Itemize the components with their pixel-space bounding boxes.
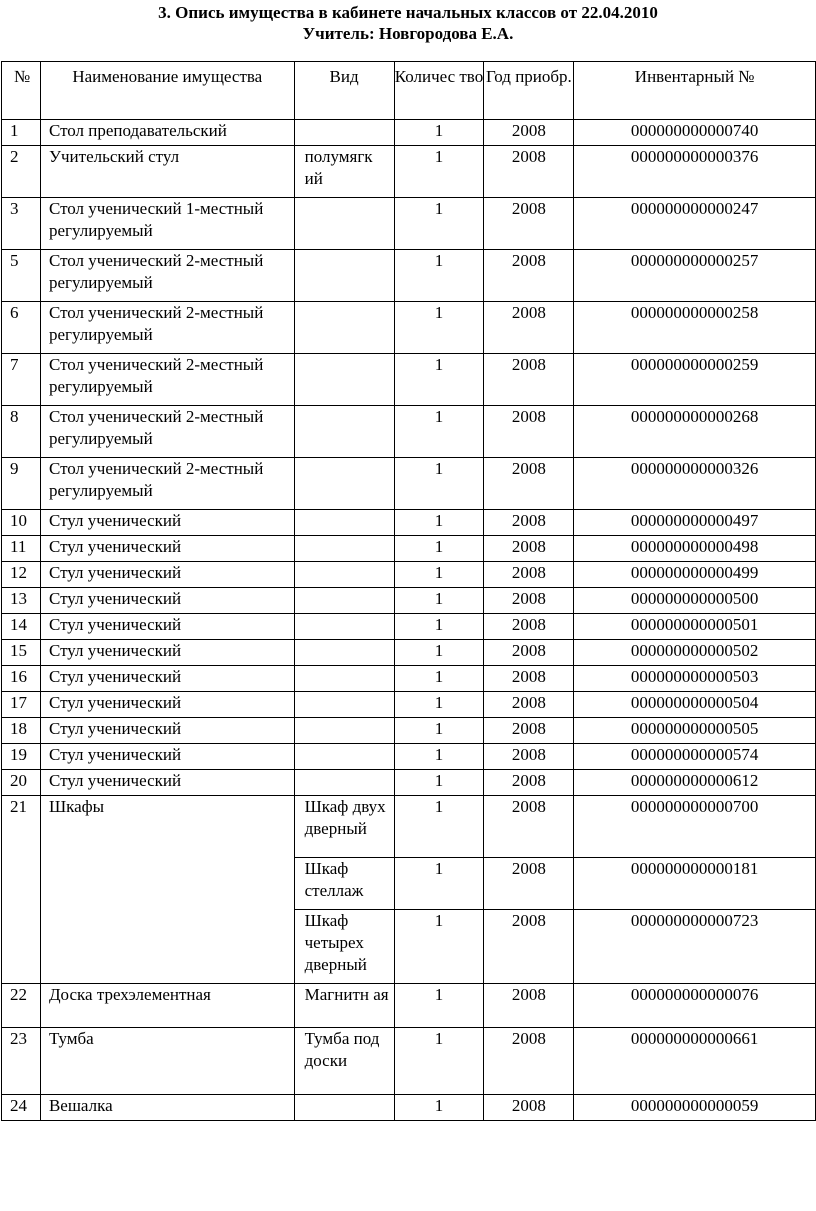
cell-inv: 000000000000700 — [574, 796, 816, 858]
table-row — [2, 718, 816, 744]
cell-inv: 000000000000059 — [574, 1095, 816, 1121]
table-row — [2, 406, 816, 458]
cell-qty: 1 — [394, 406, 484, 458]
cell-inv: 000000000000326 — [574, 458, 816, 510]
cell-inv: 000000000000499 — [574, 562, 816, 588]
header-year: Год приобр. — [484, 62, 574, 120]
cell-inv: 000000000000259 — [574, 354, 816, 406]
cell-qty: 1 — [394, 910, 484, 984]
table-row — [2, 796, 816, 858]
cell-year: 2008 — [484, 718, 574, 744]
table-row — [2, 1028, 816, 1095]
cell-qty: 1 — [394, 614, 484, 640]
cell-inv: 000000000000574 — [574, 744, 816, 770]
cell-name: Стол ученический 2-местный регулируемый — [40, 354, 294, 406]
header-name: Наименование имущества — [40, 62, 294, 120]
cell-num: 8 — [2, 406, 41, 458]
table-header-row — [2, 62, 816, 120]
cell-inv: 000000000000505 — [574, 718, 816, 744]
cell-name: Стол ученический 2-местный регулируемый — [40, 406, 294, 458]
cell-kind — [294, 302, 394, 354]
table-row — [2, 666, 816, 692]
cell-year: 2008 — [484, 406, 574, 458]
cell-name: Стул ученический — [40, 666, 294, 692]
teacher-line: Учитель: Новгородова Е.А. — [302, 24, 514, 43]
cell-year: 2008 — [484, 120, 574, 146]
cell-kind — [294, 640, 394, 666]
cell-num: 6 — [2, 302, 41, 354]
cell-kind — [294, 406, 394, 458]
cell-year: 2008 — [484, 536, 574, 562]
table-row — [2, 536, 816, 562]
cell-year: 2008 — [484, 302, 574, 354]
cell-year: 2008 — [484, 744, 574, 770]
cell-num: 15 — [2, 640, 41, 666]
cell-year: 2008 — [484, 562, 574, 588]
cell-kind: Шкаф четырех дверный — [294, 910, 394, 984]
cell-inv: 000000000000498 — [574, 536, 816, 562]
table-row — [2, 1095, 816, 1121]
cell-qty: 1 — [394, 198, 484, 250]
cell-num: 17 — [2, 692, 41, 718]
cell-qty: 1 — [394, 640, 484, 666]
cell-name: Стул ученический — [40, 770, 294, 796]
cell-qty: 1 — [394, 536, 484, 562]
cell-kind: Шкаф стеллаж — [294, 858, 394, 910]
cell-qty: 1 — [394, 250, 484, 302]
cell-qty: 1 — [394, 146, 484, 198]
cell-kind — [294, 744, 394, 770]
cell-name: Стол ученический 1-местный регулируемый — [40, 198, 294, 250]
cell-num: 19 — [2, 744, 41, 770]
cell-inv: 000000000000268 — [574, 406, 816, 458]
cell-num: 5 — [2, 250, 41, 302]
cell-qty: 1 — [394, 744, 484, 770]
cell-inv: 000000000000502 — [574, 640, 816, 666]
cell-num: 22 — [2, 984, 41, 1028]
table-row — [2, 250, 816, 302]
cell-qty: 1 — [394, 588, 484, 614]
cell-kind — [294, 614, 394, 640]
cell-inv: 000000000000740 — [574, 120, 816, 146]
cell-inv: 000000000000247 — [574, 198, 816, 250]
cell-qty: 1 — [394, 354, 484, 406]
cell-name: Шкафы — [40, 796, 294, 984]
cell-year: 2008 — [484, 1028, 574, 1095]
table-row — [2, 302, 816, 354]
cell-qty: 1 — [394, 1028, 484, 1095]
table-row — [2, 640, 816, 666]
cell-qty: 1 — [394, 1095, 484, 1121]
table-row — [2, 198, 816, 250]
cell-year: 2008 — [484, 1095, 574, 1121]
cell-year: 2008 — [484, 984, 574, 1028]
cell-kind — [294, 198, 394, 250]
cell-kind: Тумба под доски — [294, 1028, 394, 1095]
cell-year: 2008 — [484, 458, 574, 510]
cell-inv: 000000000000257 — [574, 250, 816, 302]
cell-name: Стул ученический — [40, 614, 294, 640]
cell-num: 1 — [2, 120, 41, 146]
cell-year: 2008 — [484, 614, 574, 640]
cell-year: 2008 — [484, 250, 574, 302]
header-num: № — [2, 62, 41, 120]
cell-name: Стул ученический — [40, 562, 294, 588]
cell-kind: полумягк ий — [294, 146, 394, 198]
inventory-table-body — [2, 62, 816, 1121]
cell-inv: 000000000000503 — [574, 666, 816, 692]
cell-num: 24 — [2, 1095, 41, 1121]
header-kind: Вид — [294, 62, 394, 120]
cell-year: 2008 — [484, 692, 574, 718]
cell-name: Вешалка — [40, 1095, 294, 1121]
cell-num: 14 — [2, 614, 41, 640]
cell-qty: 1 — [394, 510, 484, 536]
cell-year: 2008 — [484, 910, 574, 984]
cell-year: 2008 — [484, 588, 574, 614]
cell-name: Стол ученический 2-местный регулируемый — [40, 458, 294, 510]
cell-kind: Шкаф двух дверный — [294, 796, 394, 858]
cell-num: 2 — [2, 146, 41, 198]
cell-kind — [294, 692, 394, 718]
cell-kind — [294, 562, 394, 588]
cell-kind — [294, 718, 394, 744]
cell-year: 2008 — [484, 198, 574, 250]
cell-num: 21 — [2, 796, 41, 984]
cell-year: 2008 — [484, 640, 574, 666]
cell-kind: Магнитн ая — [294, 984, 394, 1028]
cell-inv: 000000000000501 — [574, 614, 816, 640]
cell-year: 2008 — [484, 858, 574, 910]
cell-year: 2008 — [484, 354, 574, 406]
cell-name: Стол преподавательский — [40, 120, 294, 146]
cell-name: Стул ученический — [40, 718, 294, 744]
table-row — [2, 614, 816, 640]
cell-num: 7 — [2, 354, 41, 406]
cell-kind — [294, 1095, 394, 1121]
cell-qty: 1 — [394, 858, 484, 910]
table-row — [2, 692, 816, 718]
cell-num: 18 — [2, 718, 41, 744]
cell-num: 23 — [2, 1028, 41, 1095]
cell-name: Стул ученический — [40, 510, 294, 536]
table-row — [2, 562, 816, 588]
cell-kind — [294, 770, 394, 796]
cell-name: Доска трехэлементная — [40, 984, 294, 1028]
table-row — [2, 354, 816, 406]
table-row — [2, 744, 816, 770]
cell-year: 2008 — [484, 146, 574, 198]
table-row — [2, 984, 816, 1028]
table-row — [2, 458, 816, 510]
cell-name: Тумба — [40, 1028, 294, 1095]
cell-qty: 1 — [394, 796, 484, 858]
cell-name: Стол ученический 2-местный регулируемый — [40, 302, 294, 354]
cell-kind — [294, 536, 394, 562]
cell-kind — [294, 354, 394, 406]
cell-qty: 1 — [394, 562, 484, 588]
cell-qty: 1 — [394, 302, 484, 354]
cell-num: 3 — [2, 198, 41, 250]
cell-qty: 1 — [394, 120, 484, 146]
table-row — [2, 770, 816, 796]
cell-kind — [294, 458, 394, 510]
cell-kind — [294, 510, 394, 536]
cell-name: Стул ученический — [40, 640, 294, 666]
cell-name: Стол ученический 2-местный регулируемый — [40, 250, 294, 302]
cell-num: 13 — [2, 588, 41, 614]
cell-name: Стул ученический — [40, 692, 294, 718]
cell-num: 20 — [2, 770, 41, 796]
cell-inv: 000000000000661 — [574, 1028, 816, 1095]
inventory-table — [1, 61, 816, 1121]
cell-name: Учительский стул — [40, 146, 294, 198]
cell-inv: 000000000000612 — [574, 770, 816, 796]
cell-qty: 1 — [394, 458, 484, 510]
cell-kind — [294, 588, 394, 614]
cell-year: 2008 — [484, 666, 574, 692]
cell-year: 2008 — [484, 510, 574, 536]
cell-num: 11 — [2, 536, 41, 562]
cell-kind — [294, 666, 394, 692]
cell-qty: 1 — [394, 770, 484, 796]
cell-inv: 000000000000076 — [574, 984, 816, 1028]
cell-qty: 1 — [394, 984, 484, 1028]
cell-name: Стул ученический — [40, 536, 294, 562]
cell-kind — [294, 250, 394, 302]
cell-name: Стул ученический — [40, 744, 294, 770]
cell-inv: 000000000000497 — [574, 510, 816, 536]
cell-qty: 1 — [394, 718, 484, 744]
cell-inv: 000000000000181 — [574, 858, 816, 910]
cell-qty: 1 — [394, 692, 484, 718]
cell-inv: 000000000000258 — [574, 302, 816, 354]
cell-inv: 000000000000500 — [574, 588, 816, 614]
header-inv: Инвентарный № — [574, 62, 816, 120]
table-row — [2, 588, 816, 614]
cell-num: 9 — [2, 458, 41, 510]
cell-year: 2008 — [484, 796, 574, 858]
cell-name: Стул ученический — [40, 588, 294, 614]
table-row — [2, 510, 816, 536]
cell-qty: 1 — [394, 666, 484, 692]
table-row — [2, 146, 816, 198]
document-title: 3. Опись имущества в кабинете начальных классов от 22.04.2010 — [158, 3, 658, 22]
cell-num: 10 — [2, 510, 41, 536]
table-row — [2, 120, 816, 146]
cell-inv: 000000000000723 — [574, 910, 816, 984]
cell-num: 16 — [2, 666, 41, 692]
cell-year: 2008 — [484, 770, 574, 796]
cell-kind — [294, 120, 394, 146]
cell-inv: 000000000000504 — [574, 692, 816, 718]
header-qty: Количес тво — [394, 62, 484, 120]
cell-num: 12 — [2, 562, 41, 588]
cell-inv: 000000000000376 — [574, 146, 816, 198]
